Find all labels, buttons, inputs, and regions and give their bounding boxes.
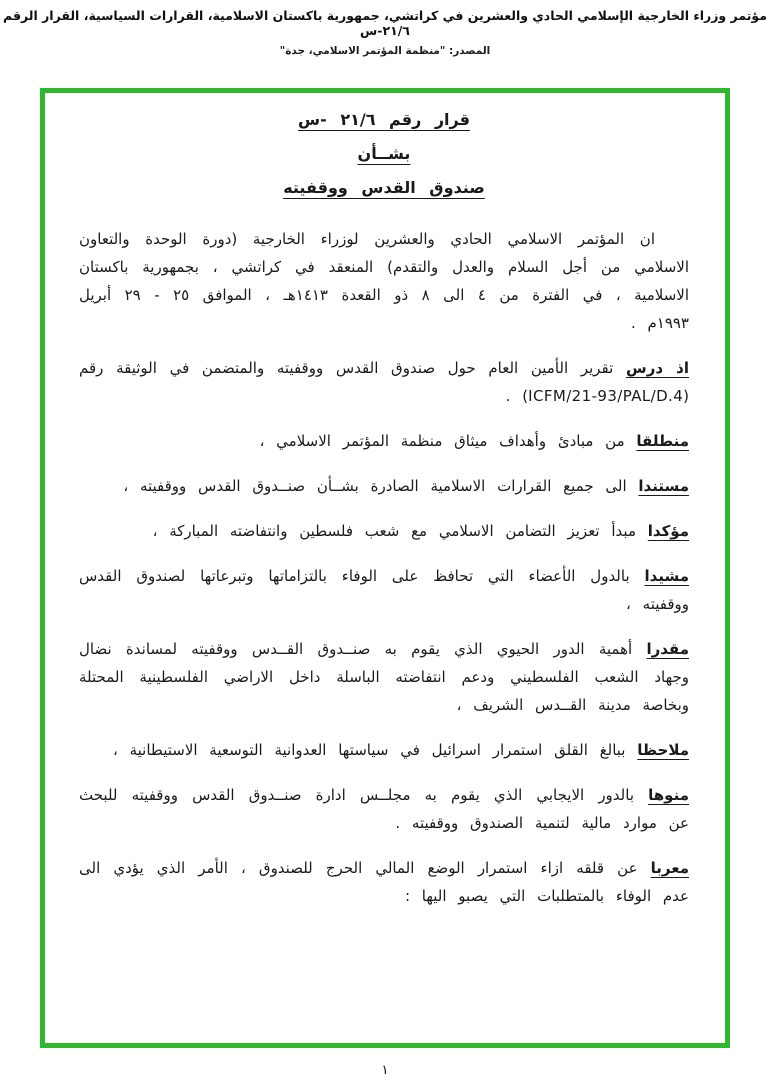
- paragraph-having-studied: [79, 354, 689, 410]
- paragraph-lead: معربا: [650, 859, 689, 877]
- paragraph-commending: [79, 562, 689, 618]
- paragraph-lead: مقدرا: [646, 640, 689, 658]
- paragraph-lead: منطلقا: [636, 432, 689, 450]
- page-number: ١: [381, 1063, 389, 1078]
- resolution-number: قرار رقم ٢١/٦ -س: [298, 110, 470, 129]
- paragraph-expressing-concern: [79, 854, 689, 910]
- paragraph-text: بالدور الايجابي الذي يقوم به مجلــس ادارة صنــدوق القدس ووقفيته للبحث عن موارد مالية لتنمية الصندوق ووقفيته .: [79, 786, 689, 832]
- paragraph-text: الى جميع القرارات الاسلامية الصادرة بشــأن صنــدوق القدس ووقفيته ،: [123, 477, 627, 495]
- header-title: مؤتمر وزراء الخارجية الإسلامي الحادي والعشرين في كراتشي، جمهورية باكستان الاسلامية، القرارات السياسية، القرار الرقم ٢١/٦-س: [3, 8, 767, 38]
- paragraph-preamble: [79, 225, 689, 337]
- paragraph-text: من مبادئ وأهداف ميثاق منظمة المؤتمر الاسلامي ،: [259, 432, 625, 450]
- paragraph-text: تقرير الأمين العام حول صندوق القدس ووقفيته والمتضمن في الوثيقة رقم (ICFM/21-93/PAL/D.4) .: [79, 359, 689, 405]
- paragraph-appreciating: [79, 635, 689, 719]
- paragraph-text: أهمية الدور الحيوي الذي يقوم به صنــدوق القــدس ووقفيته لمساندة نضال وجهاد الشعب الفلسطيني ودعم انتفاضته الباسلة داخل الاراضي الفلسطينية المحتلة وبخاصة مدينة القــدس الشريف ،: [79, 640, 689, 714]
- resolution-subject: صندوق القدس ووقفيته: [283, 178, 485, 197]
- paragraph-affirming: [79, 517, 689, 545]
- paragraph-noting-concern: [79, 736, 689, 764]
- paragraph-lead: منوها: [648, 786, 689, 804]
- paragraph-lead: اذ درس: [626, 359, 689, 377]
- paragraph-text: ان المؤتمر الاسلامي الحادي والعشرين لوزراء الخارجية (دورة الوحدة والتعاون الاسلامي من أجل السلام والعدل والتقدم) المنعقد في كراتشي ، بجمهورية باكستان الاسلامية ، في الفترة من ٤ الى ٨ ذو القعدة ١٤١٣هـ ، الموافق ٢٥ - ٢٩ أبريل ١٩٩٣م .: [79, 230, 690, 332]
- paragraph-lead: مؤكدا: [647, 522, 689, 540]
- paragraph-text: مبدأ تعزيز التضامن الاسلامي مع شعب فلسطين وانتفاضته المباركة ،: [152, 522, 636, 540]
- resolution-body: [79, 225, 689, 910]
- paragraph-lead: ملاحظا: [637, 741, 689, 759]
- resolution-regarding: بشــأن: [357, 144, 411, 163]
- paragraph-text: ببالغ القلق استمرار اسرائيل في سياستها العدوانية التوسعية الاستيطانية ،: [112, 741, 626, 759]
- document-header: [0, 8, 770, 57]
- paragraph-text: عن قلقه ازاء استمرار الوضع المالي الحرج للصندوق ، الأمر الذي يؤدي الى عدم الوفاء بالمتطلبات التي يصبو اليها :: [79, 859, 689, 905]
- paragraph-lead: مشيدا: [644, 567, 689, 585]
- header-source: المصدر: "منظمة المؤتمر الاسلامي، جدة": [279, 45, 491, 57]
- resolution-title-block: [79, 107, 689, 201]
- scanned-document-frame: [40, 88, 730, 1048]
- paragraph-based-on: [79, 472, 689, 500]
- paragraph-text: بالدول الأعضاء التي تحافظ على الوفاء بالتزاماتها وتبرعاتها لصندوق القدس ووقفيته ،: [79, 567, 689, 613]
- paragraph-lead: مستندا: [638, 477, 689, 495]
- paragraph-proceeding: [79, 427, 689, 455]
- paragraph-acknowledging: [79, 781, 689, 837]
